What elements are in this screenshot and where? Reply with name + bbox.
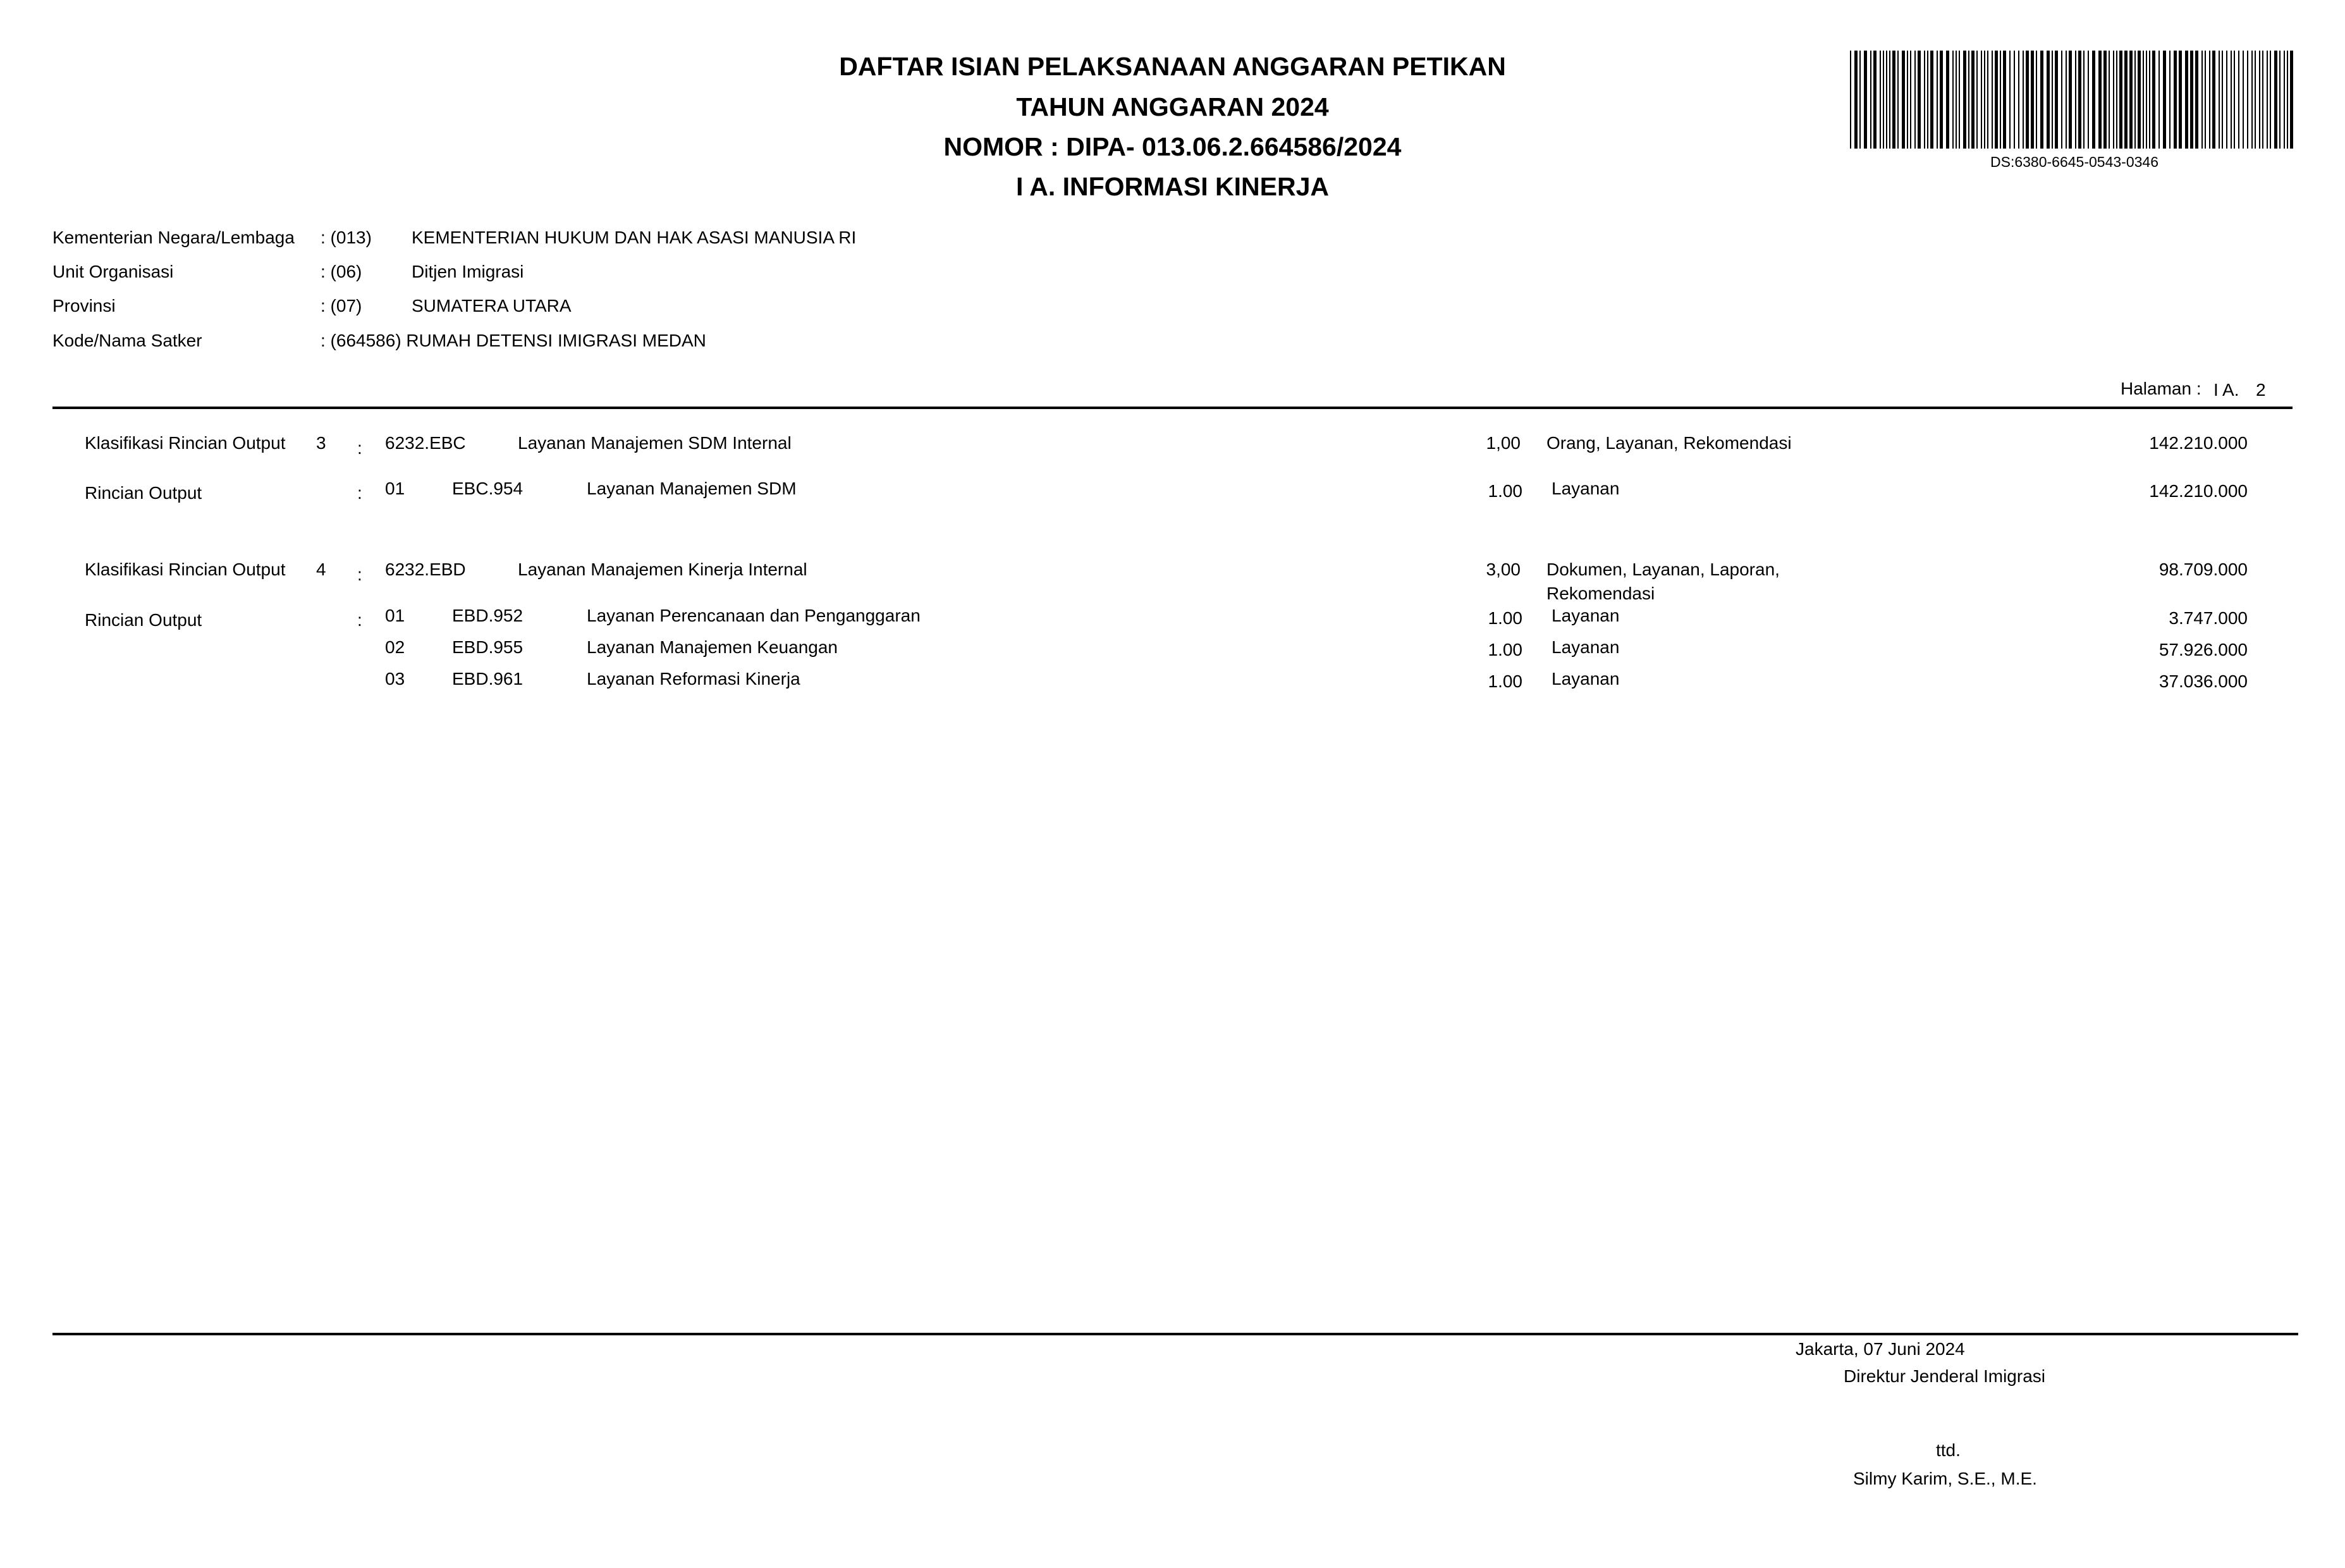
rincian-volume: 1.00 bbox=[1488, 640, 1522, 659]
output-volume: 3,00 bbox=[1486, 560, 1521, 579]
info-label-satker: Kode/Nama Satker bbox=[52, 331, 202, 350]
klasifikasi-label: Klasifikasi Rincian Output bbox=[85, 433, 286, 453]
signature-ttd: ttd. bbox=[1936, 1440, 1961, 1460]
page-section: I A. bbox=[2213, 380, 2239, 400]
rincian-amount: 3.747.000 bbox=[2169, 608, 2248, 628]
rincian-name: Layanan Perencanaan dan Penganggaran bbox=[587, 606, 921, 625]
rincian-code: EBD.955 bbox=[452, 637, 523, 657]
footer-divider bbox=[52, 1333, 2298, 1335]
rincian-label: Rincian Output bbox=[85, 610, 202, 630]
barcode-text: DS:6380-6645-0543-0346 bbox=[1990, 154, 2158, 170]
rincian-amount: 57.926.000 bbox=[2158, 640, 2248, 659]
dipa-number: NOMOR : DIPA- 013.06.2.664586/2024 bbox=[943, 132, 1402, 161]
output-amount: 142.210.000 bbox=[2149, 433, 2248, 453]
info-value-unit: Ditjen Imigrasi bbox=[412, 262, 524, 281]
rincian-amount: 142.210.000 bbox=[2149, 481, 2248, 501]
header-divider bbox=[52, 407, 2293, 409]
klasifikasi-number: 3 bbox=[316, 433, 326, 453]
rincian-volume: 1.00 bbox=[1488, 481, 1522, 501]
rincian-no: 03 bbox=[385, 669, 405, 689]
document-title: DAFTAR ISIAN PELAKSANAAN ANGGARAN PETIKAN bbox=[839, 52, 1506, 81]
rincian-code: EBC.954 bbox=[452, 479, 523, 498]
rincian-name: Layanan Manajemen Keuangan bbox=[587, 637, 838, 657]
rincian-unit: Layanan bbox=[1552, 669, 1620, 689]
info-value-provinsi: SUMATERA UTARA bbox=[412, 296, 572, 315]
klasifikasi-number: 4 bbox=[316, 560, 326, 579]
rincian-amount: 37.036.000 bbox=[2158, 671, 2248, 691]
info-value-kementerian: KEMENTERIAN HUKUM DAN HAK ASASI MANUSIA RI bbox=[412, 228, 857, 247]
info-code-unit: : (06) bbox=[321, 262, 362, 281]
output-code: 6232.EBD bbox=[385, 560, 466, 579]
barcode-image bbox=[1850, 51, 2299, 149]
section-title: I A. INFORMASI KINERJA bbox=[1015, 172, 1330, 201]
rincian-name: Layanan Reformasi Kinerja bbox=[587, 669, 800, 689]
output-unit: Orang, Layanan, Rekomendasi bbox=[1546, 433, 1792, 453]
signer-name: Silmy Karim, S.E., M.E. bbox=[1853, 1469, 2037, 1488]
klasifikasi-label: Klasifikasi Rincian Output bbox=[85, 560, 286, 579]
output-name: Layanan Manajemen Kinerja Internal bbox=[518, 560, 807, 579]
rincian-no: 01 bbox=[385, 479, 405, 498]
fiscal-year-title: TAHUN ANGGARAN 2024 bbox=[1016, 92, 1329, 121]
output-name: Layanan Manajemen SDM Internal bbox=[518, 433, 792, 453]
klasifikasi-colon: : bbox=[357, 565, 362, 584]
rincian-code: EBD.952 bbox=[452, 606, 523, 625]
rincian-no: 02 bbox=[385, 637, 405, 657]
rincian-no: 01 bbox=[385, 606, 405, 625]
output-amount: 98.709.000 bbox=[2158, 560, 2248, 579]
place-date: Jakarta, 07 Juni 2024 bbox=[1796, 1339, 1965, 1359]
rincian-label: Rincian Output bbox=[85, 483, 202, 503]
rincian-volume: 1.00 bbox=[1488, 671, 1522, 691]
rincian-colon: : bbox=[357, 610, 362, 630]
rincian-unit: Layanan bbox=[1552, 606, 1620, 625]
page-number: 2 bbox=[2256, 380, 2266, 400]
rincian-unit: Layanan bbox=[1552, 479, 1620, 498]
info-label-kementerian: Kementerian Negara/Lembaga bbox=[52, 228, 295, 247]
page-label: Halaman : bbox=[2121, 379, 2201, 398]
info-code-kementerian: : (013) bbox=[321, 228, 372, 247]
info-label-provinsi: Provinsi bbox=[52, 296, 116, 315]
klasifikasi-colon: : bbox=[357, 438, 362, 458]
rincian-unit: Layanan bbox=[1552, 637, 1620, 657]
output-unit: Dokumen, Layanan, Laporan, bbox=[1546, 560, 1780, 579]
info-label-unit: Unit Organisasi bbox=[52, 262, 174, 281]
output-code: 6232.EBC bbox=[385, 433, 466, 453]
rincian-colon: : bbox=[357, 483, 362, 503]
signer-position: Direktur Jenderal Imigrasi bbox=[1844, 1366, 2045, 1386]
output-unit-continued: Rekomendasi bbox=[1546, 584, 1655, 603]
info-code-satker: : (664586) RUMAH DETENSI IMIGRASI MEDAN bbox=[321, 331, 706, 350]
output-volume: 1,00 bbox=[1486, 433, 1521, 453]
info-code-provinsi: : (07) bbox=[321, 296, 362, 315]
rincian-code: EBD.961 bbox=[452, 669, 523, 689]
rincian-name: Layanan Manajemen SDM bbox=[587, 479, 797, 498]
rincian-volume: 1.00 bbox=[1488, 608, 1522, 628]
